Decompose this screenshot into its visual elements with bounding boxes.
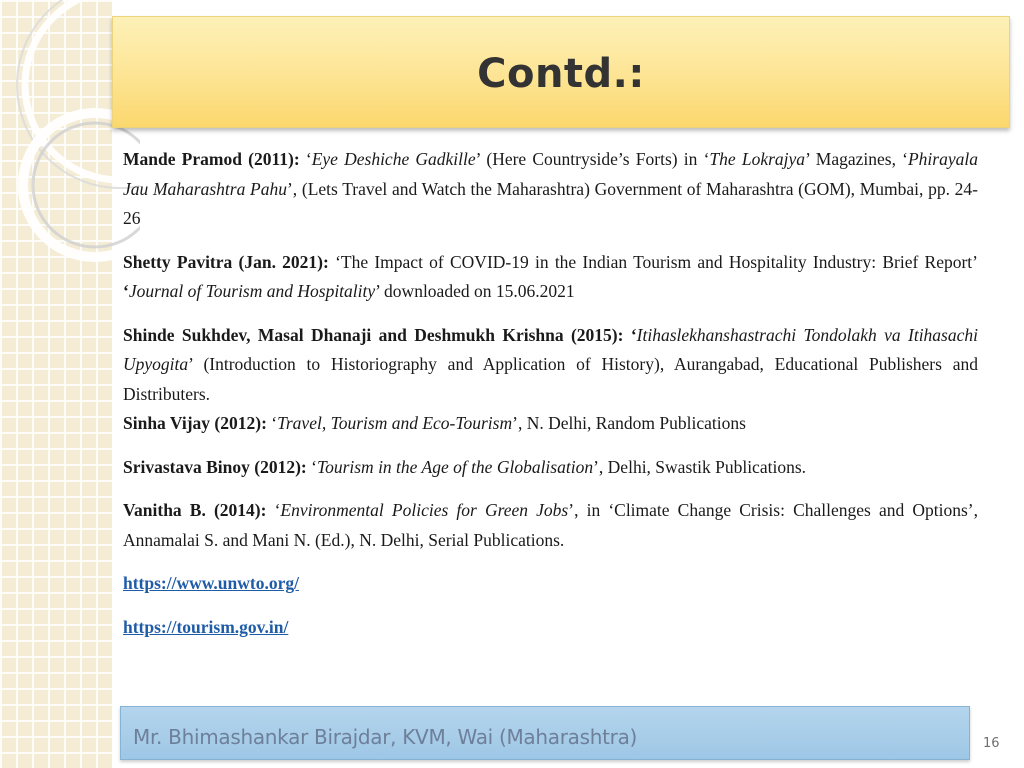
reference-text: ’ (Introduction to Historiography and Application of History), Aurangabad, Educational Publishers and Distributers. [123,354,978,404]
reference-author: Shinde Sukhdev, Masal Dhanaji and Deshmukh Krishna (2015): ‘ [123,324,637,345]
reference-item [123,453,978,483]
reference-text: ’, Delhi, Swastik Publications. [593,456,806,477]
reference-item [123,409,978,439]
reference-author: Shetty Pavitra (Jan. 2021): [123,251,329,272]
reference-author: Srivastava Binoy (2012): [123,456,307,477]
reference-text: ’ (Here Countryside’s Forts) in ‘ [475,149,710,169]
reference-text: ’ downloaded on 15.06.2021 [375,281,575,301]
unwto-link[interactable]: https://www.unwto.org/ [123,573,299,593]
reference-text: ‘ [305,149,312,169]
footer-author: Mr. Bhimashankar Birajdar, KVM, Wai (Maharashtra) [133,725,638,749]
reference-item [123,248,978,307]
reference-title: Eye Deshiche Gadkille [311,149,476,169]
tourism-gov-link[interactable]: https://tourism.gov.in/ [123,616,289,637]
reference-text: ‘ [306,456,317,477]
reference-quote: ‘ [123,281,129,301]
reference-text: ’, in ‘Climate Change Crisis: Challenges and Options’, Annamalai S. and Mani N. (Ed.), N. Delhi, Serial Publications. [123,500,978,550]
slide-title: Contd.: [477,51,645,97]
references-list [123,145,978,642]
reference-text: ‘The Impact of COVID-19 in the Indian Tourism and Hospitality Industry: Brief Report’ [328,251,978,272]
reference-item [123,496,978,555]
reference-item [123,145,978,234]
reference-text: ’, N. Delhi, Random Publications [512,413,746,433]
footer-bar [120,706,970,760]
reference-author: Sinha Vijay (2012): [123,413,267,433]
title-banner [112,16,1010,128]
reference-text: ’ Magazines, ‘ [805,149,908,169]
reference-item [123,321,978,410]
reference-title: Travel, Tourism and Eco-Tourism [277,413,513,433]
reference-text: ‘ [266,500,281,520]
reference-author: Mande Pramod (2011): [123,149,300,169]
reference-title: Tourism in the Age of the Globalisation [316,456,594,477]
reference-text: ‘ [266,413,278,433]
reference-title: Itihaslekhanshastrachi Tondolakh va Itihasachi Upyogita [123,324,978,374]
reference-text: ’, (Lets Travel and Watch the Maharashtra) Government of Maharashtra (GOM), Mumbai, pp. 24-26 [123,178,978,228]
reference-title: Journal of Tourism and Hospitality [128,281,376,301]
reference-author: Vanitha B. (2014): [123,500,267,520]
reference-title: Phirayala Jau Maharashtra Pahu [123,149,978,199]
reference-title: The Lokrajya [709,149,806,169]
page-number: 16 [983,736,1000,751]
reference-title: Environmental Policies for Green Jobs [280,500,569,520]
